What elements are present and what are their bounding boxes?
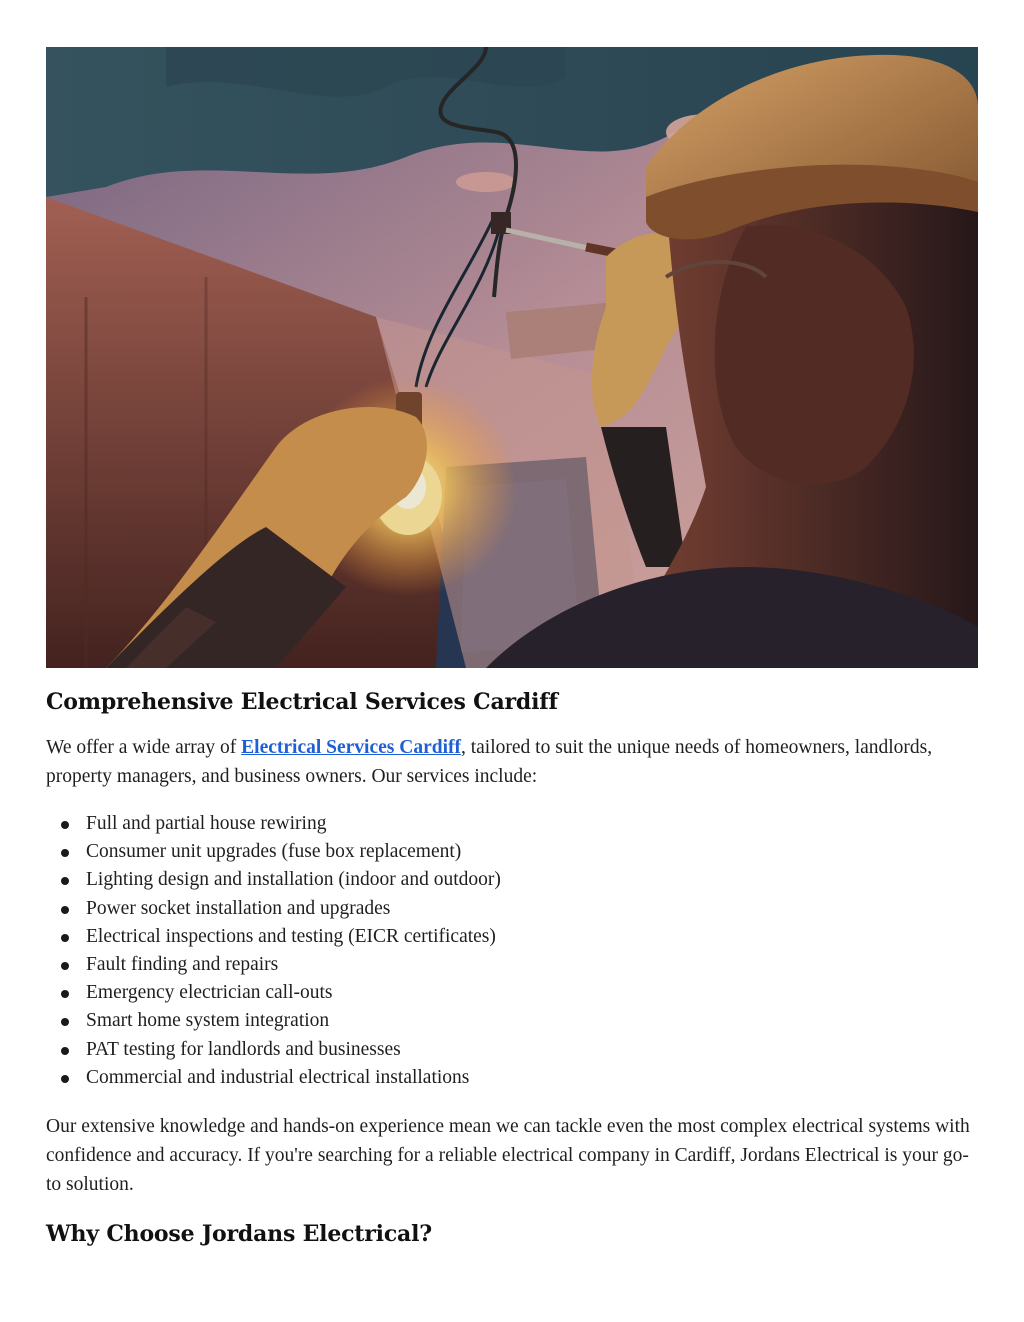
section-heading-services: Comprehensive Electrical Services Cardiff	[46, 689, 558, 715]
intro-text-before: We offer a wide array of	[46, 737, 242, 758]
list-item: Electrical inspections and testing (EICR certificates)	[46, 923, 978, 951]
intro-text-after: , tailored to suit the unique needs of homeowners, landlords, property managers, and business owners. Our services include:	[46, 737, 933, 787]
list-item: Power socket installation and upgrades	[46, 895, 978, 923]
document-page	[46, 47, 978, 1247]
bullet-icon	[61, 906, 69, 914]
bullet-icon	[61, 990, 69, 998]
electrician-photo-icon	[46, 47, 978, 668]
list-item: Smart home system integration	[46, 1007, 978, 1035]
hero-image	[46, 47, 978, 668]
section-heading-why-choose: Why Choose Jordans Electrical?	[46, 1221, 432, 1248]
bullet-icon	[61, 1047, 69, 1055]
services-intro	[46, 733, 978, 791]
services-list	[46, 810, 978, 1092]
bullet-icon	[61, 1075, 69, 1083]
services-closing-paragraph: Our extensive knowledge and hands-on experience mean we can tackle even the most complex electrical systems with confidence and accuracy. If you're searching for a reliable electrical company in Cardiff, Jordans Electrical is your go-to solution.	[46, 1116, 970, 1196]
list-item: Lighting design and installation (indoor and outdoor)	[46, 866, 978, 894]
bullet-icon	[61, 1018, 69, 1026]
bullet-icon	[61, 934, 69, 942]
list-item: Commercial and industrial electrical installations	[46, 1064, 978, 1092]
list-item: Consumer unit upgrades (fuse box replacement)	[46, 838, 978, 866]
electrical-services-cardiff-link[interactable]: Electrical Services Cardiff	[241, 737, 461, 758]
list-item: Emergency electrician call-outs	[46, 979, 978, 1007]
list-item: PAT testing for landlords and businesses	[46, 1036, 978, 1064]
list-item: Full and partial house rewiring	[46, 810, 978, 838]
bullet-icon	[61, 877, 69, 885]
list-item: Fault finding and repairs	[46, 951, 978, 979]
bullet-icon	[61, 962, 69, 970]
bullet-icon	[61, 849, 69, 857]
bullet-icon	[61, 821, 69, 829]
